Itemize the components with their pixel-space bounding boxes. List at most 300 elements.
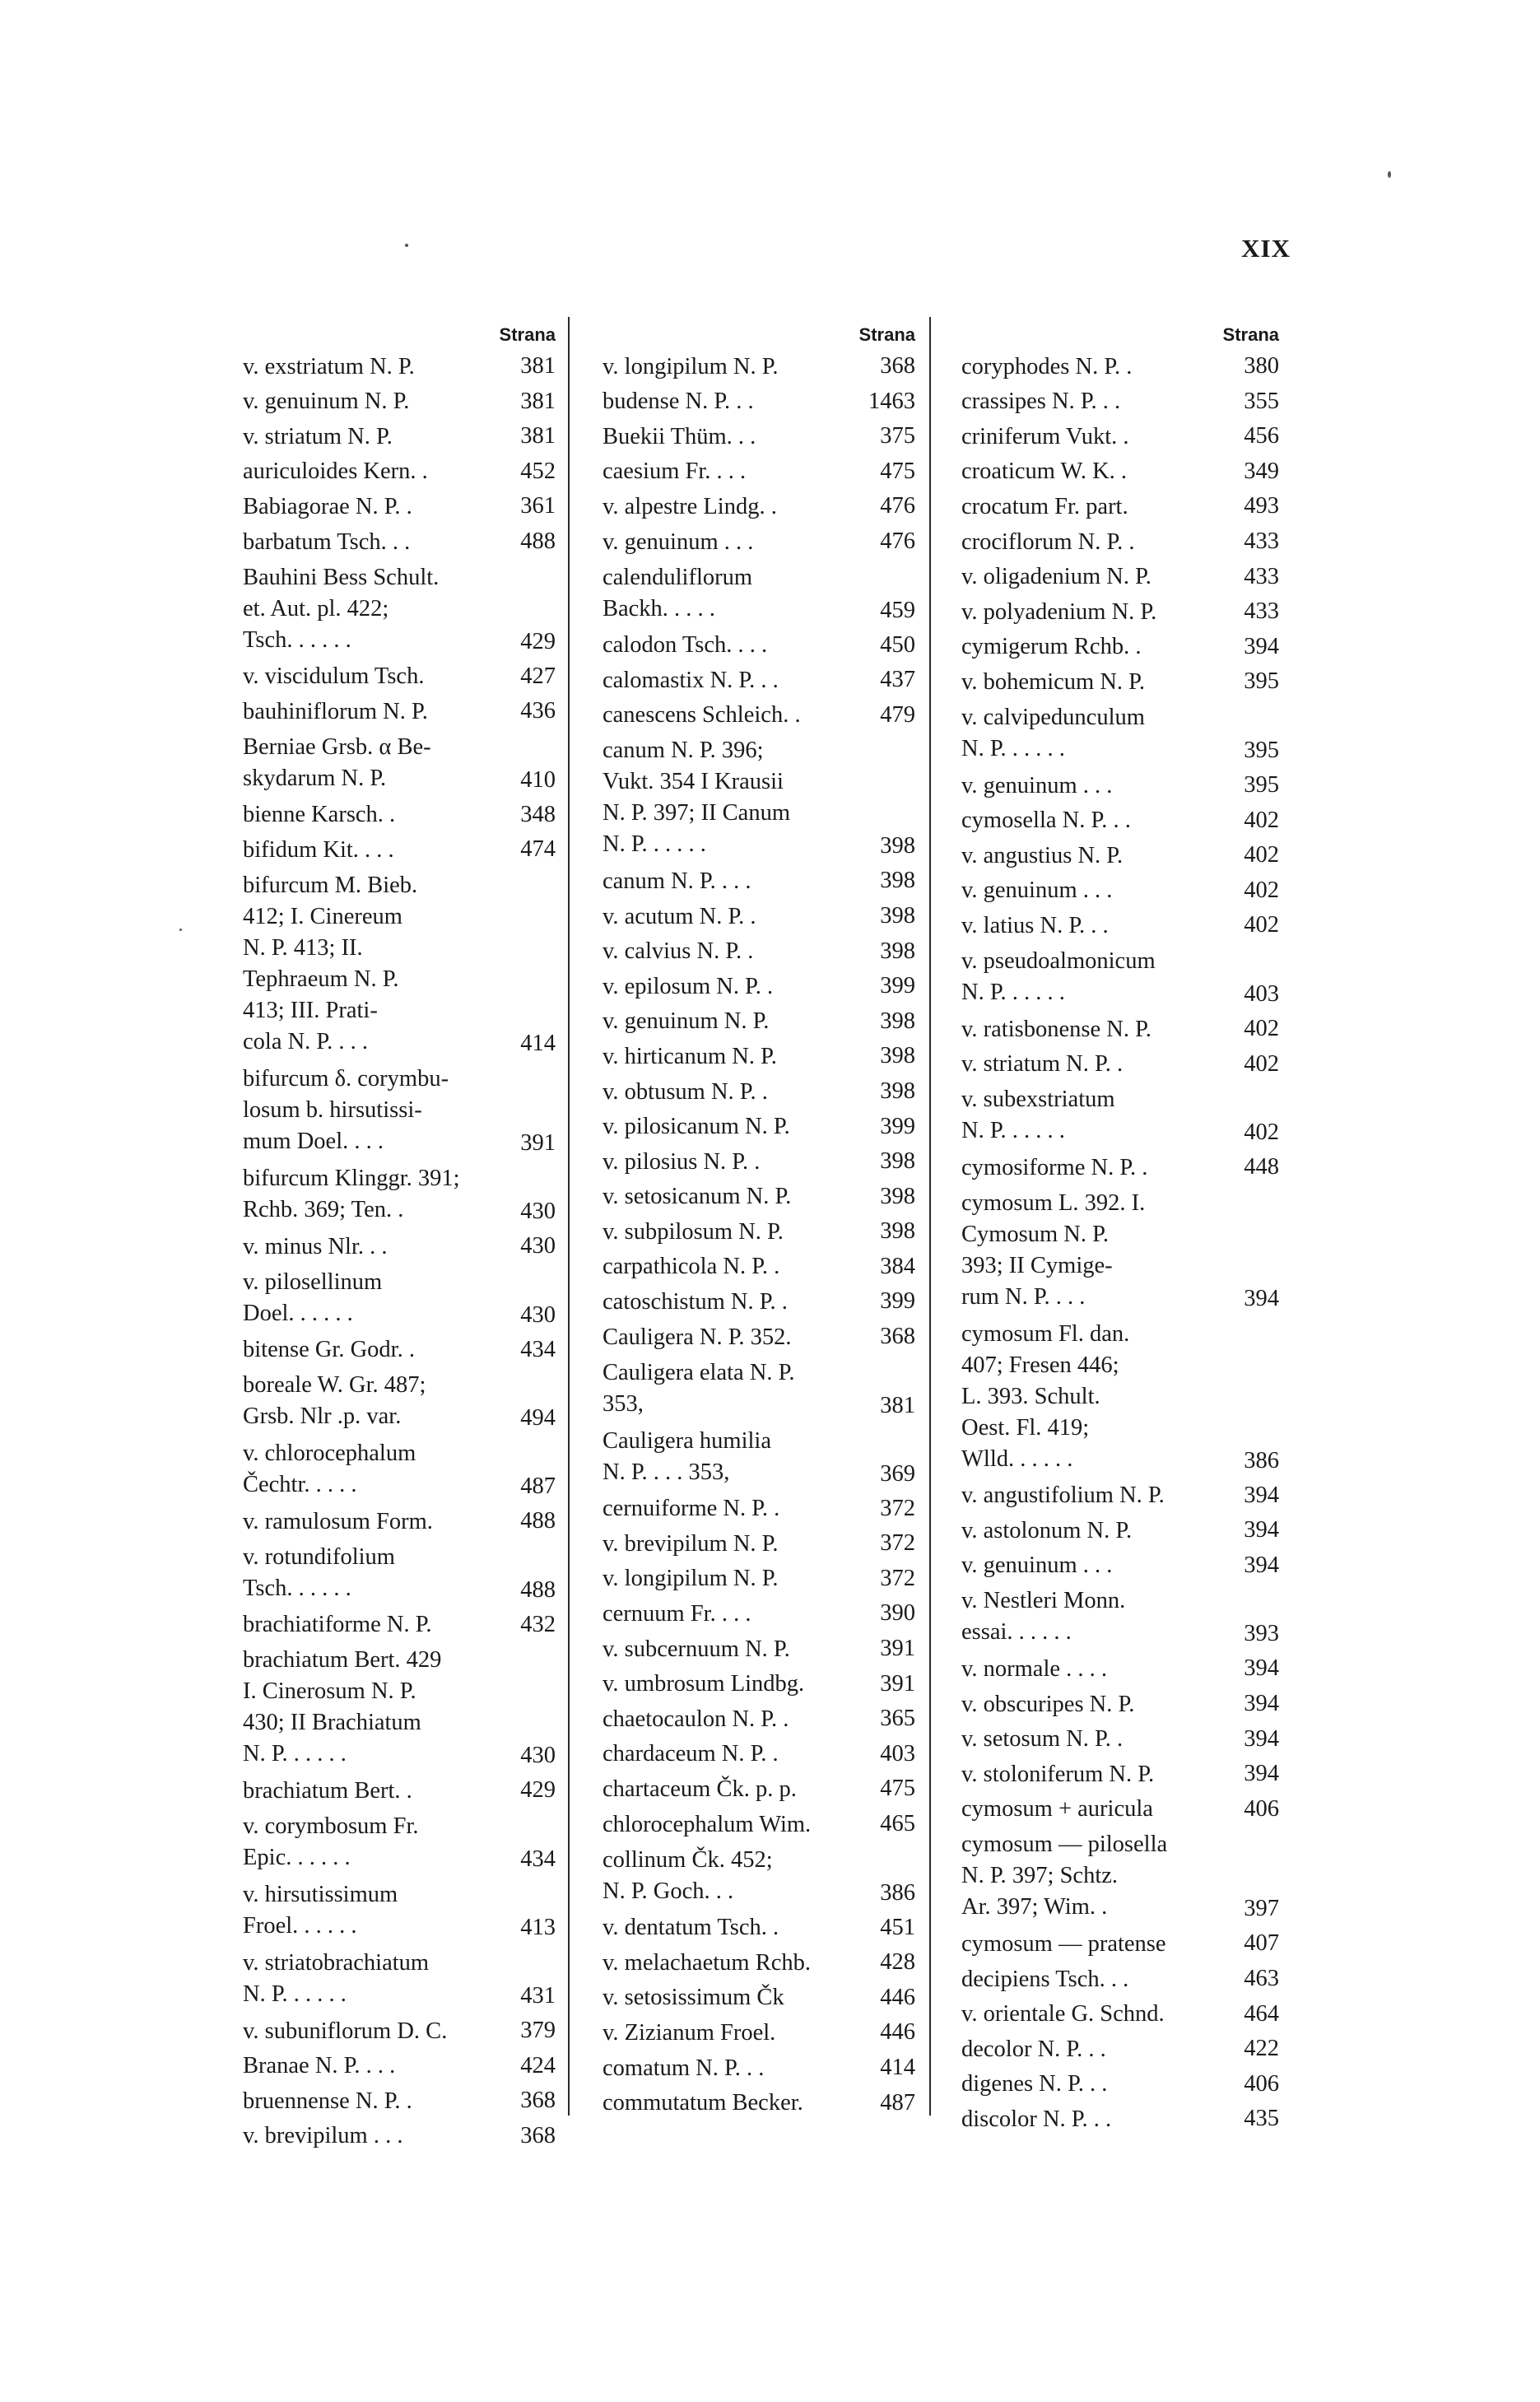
index-entry (603, 1945, 915, 1981)
entry-term: brachiatum Bert. 429 I. Cinerosum N. P. 430; II Brachiatum N. P. . . . . . (243, 1647, 442, 1767)
entry-page-number: 394 (1244, 1691, 1279, 1717)
index-entry (243, 1504, 556, 1539)
entry-term: v. longipilum N. P. (603, 353, 779, 379)
index-entry (603, 1771, 915, 1807)
page-number: XIX (1241, 234, 1291, 263)
entry-page-number: 430 (520, 1301, 556, 1328)
index-entry (961, 630, 1279, 665)
index-entry (603, 1144, 915, 1180)
index-entry (243, 1264, 556, 1333)
index-entry (243, 1808, 556, 1877)
index-entry (961, 768, 1279, 803)
entry-term: v. pilosellinum Doel. . . . . . (243, 1268, 383, 1326)
index-entry (603, 1807, 915, 1842)
entry-page-number: 394 (1244, 1517, 1279, 1543)
entry-term: v. subpilosum N. P. (603, 1218, 784, 1245)
index-entry (603, 1562, 915, 1597)
index-entry (243, 454, 556, 490)
index-column-3 (961, 321, 1279, 2137)
entry-page-number: 381 (520, 353, 556, 379)
entry-term: brachiatiforme N. P. (243, 1612, 432, 1638)
entry-page-number: 1463 (868, 388, 915, 414)
entry-page-number: 394 (1244, 1761, 1279, 1787)
index-column-1 (243, 321, 556, 2153)
entry-term: v. genuinum . . . (603, 528, 754, 555)
entry-page-number: 368 (880, 353, 915, 379)
entry-term: v. genuinum . . . (961, 772, 1113, 798)
entry-page-number: 381 (520, 423, 556, 449)
entry-term: v. subcernuum N. P. (603, 1636, 790, 1662)
index-entry (243, 384, 556, 420)
entry-term: v. pseudoalmonicum N. P. . . . . . (961, 947, 1156, 1005)
entry-term: v. normale . . . . (961, 1656, 1108, 1683)
entry-page-number: 402 (1244, 807, 1279, 833)
index-entry (603, 1284, 915, 1320)
entry-page-number: 380 (1244, 353, 1279, 379)
entry-term: v. hirticanum N. P. (603, 1043, 777, 1069)
entry-page-number: 403 (880, 1740, 915, 1767)
index-entry (961, 838, 1279, 873)
index-entry (603, 1039, 915, 1074)
entry-page-number: 368 (880, 1324, 915, 1350)
entry-term: boreale W. Gr. 487; Grsb. Nlr .p. var. (243, 1372, 426, 1430)
index-entry (961, 1792, 1279, 1827)
entry-term: v. longipilum N. P. (603, 1566, 779, 1592)
column-divider (568, 317, 570, 2116)
entry-term: cymosella N. P. . . (961, 808, 1131, 834)
entry-term: bruennense N. P. . (243, 2088, 412, 2114)
entry-term: v. ramulosum Form. (243, 1508, 433, 1534)
entry-term: cymosum + auricula (961, 1796, 1153, 1822)
entry-page-number: 393 (1244, 1621, 1279, 1647)
entry-page-number: 463 (1244, 1966, 1279, 1992)
index-entry (961, 1651, 1279, 1687)
index-entry (603, 349, 915, 384)
index-entry (243, 868, 556, 1061)
index-entry (603, 1526, 915, 1562)
entry-page-number: 488 (520, 1576, 556, 1603)
index-entry (961, 1962, 1279, 1997)
entry-page-number: 430 (520, 1232, 556, 1259)
entry-term: v. angustifolium N. P. (961, 1483, 1165, 1509)
entry-page-number: 479 (880, 701, 915, 728)
entry-term: bitense Gr. Godr. . (243, 1337, 415, 1363)
entry-page-number: 394 (1244, 633, 1279, 659)
index-entry (243, 659, 556, 695)
entry-term: chartaceum Čk. p. p. (603, 1776, 797, 1802)
entry-term: v. setosum N. P. . (961, 1726, 1124, 1753)
entry-term: v. obtusum N. P. . (603, 1078, 768, 1105)
entry-term: Berniae Grsb. α Be- skydarum N. P. (243, 733, 431, 791)
entry-term: v. orientale G. Schnd. (961, 2001, 1165, 2027)
index-entry (603, 524, 915, 560)
column-header: Strana (499, 324, 556, 345)
index-entry (243, 2119, 556, 2154)
index-entry (603, 864, 915, 899)
entry-term: decolor N. P. . . (961, 2036, 1106, 2062)
index-entry (243, 1367, 556, 1436)
index-entry (603, 1632, 915, 1667)
entry-page-number: 381 (880, 1392, 915, 1418)
index-entry (603, 969, 915, 1004)
column-divider (929, 317, 931, 2116)
entry-page-number: 391 (520, 1129, 556, 1156)
index-entry (243, 2013, 556, 2049)
entry-term: brachiatum Bert. . (243, 1777, 412, 1804)
entry-term: carpathicola N. P. . (603, 1254, 780, 1280)
index-entry (243, 1877, 556, 1945)
entry-term: criniferum Vukt. . (961, 423, 1129, 449)
entry-term: calomastix N. P. . . (603, 667, 779, 693)
entry-page-number: 428 (880, 1949, 915, 1976)
index-entry (961, 1827, 1279, 1926)
index-entry (961, 1047, 1279, 1082)
index-entry (961, 2102, 1279, 2137)
index-entry (603, 560, 915, 628)
entry-page-number: 487 (520, 1473, 556, 1500)
index-entry (243, 1642, 556, 1773)
entry-term: v. acutum N. P. . (603, 903, 756, 929)
entry-page-number: 391 (880, 1670, 915, 1697)
entry-term: catoschistum N. P. . (603, 1289, 788, 1315)
entry-page-number: 399 (880, 1113, 915, 1139)
entry-page-number: 427 (520, 663, 556, 689)
index-entry (961, 1687, 1279, 1722)
entry-page-number: 365 (880, 1706, 915, 1732)
index-entry (243, 1608, 556, 1643)
entry-page-number: 451 (880, 1914, 915, 1940)
entry-page-number: 369 (880, 1460, 915, 1487)
entry-term: v. angustius N. P. (961, 842, 1124, 868)
entry-page-number: 394 (1244, 1285, 1279, 1311)
entry-term: v. rotundifolium Tsch. . . . . . (243, 1543, 395, 1601)
entry-list (603, 349, 915, 2120)
entry-page-number: 398 (880, 1078, 915, 1104)
entry-term: v. obscuripes N. P. (961, 1691, 1135, 1717)
entry-page-number: 398 (880, 1218, 915, 1245)
entry-page-number: 448 (1244, 1154, 1279, 1180)
index-entry (243, 2049, 556, 2084)
entry-term: v. setosicanum N. P. (603, 1184, 792, 1210)
entry-term: bifurcum δ. corymbu- losum b. hirsutissi- mum Doel. . . . (243, 1065, 449, 1154)
index-entry (961, 2032, 1279, 2067)
index-entry (961, 943, 1279, 1012)
index-entry (603, 1074, 915, 1110)
entry-term: v. ratisbonense N. P. (961, 1016, 1152, 1042)
entry-term: v. corymbosum Fr. Epic. . . . . . (243, 1813, 419, 1870)
index-entry (603, 1180, 915, 1215)
entry-term: crociflorum N. P. . (961, 528, 1135, 555)
entry-term: digenes N. P. . . (961, 2071, 1108, 2097)
entry-page-number: 395 (1244, 668, 1279, 695)
index-entry (961, 1757, 1279, 1792)
entry-term: croaticum W. K. . (961, 459, 1128, 485)
index-entry (603, 733, 915, 864)
entry-page-number: 414 (520, 1030, 556, 1056)
index-entry (603, 1911, 915, 1946)
entry-page-number: 398 (880, 1183, 915, 1209)
entry-page-number: 402 (1244, 842, 1279, 868)
entry-page-number: 476 (880, 528, 915, 554)
entry-term: budense N. P. . . (603, 389, 754, 415)
index-entry (243, 729, 556, 798)
entry-page-number: 446 (880, 1984, 915, 2010)
index-entry (243, 1161, 556, 1229)
index-column-2 (603, 321, 915, 2120)
column-header: Strana (858, 324, 915, 345)
index-entry (243, 1945, 556, 2013)
index-entry (243, 349, 556, 384)
entry-page-number: 355 (1244, 388, 1279, 414)
index-entry (603, 899, 915, 934)
entry-page-number: 464 (1244, 2000, 1279, 2027)
entry-term: cernuiforme N. P. . (603, 1496, 780, 1522)
entry-page-number: 402 (1244, 1050, 1279, 1077)
entry-term: chlorocephalum Wim. (603, 1811, 812, 1837)
index-entry (243, 1333, 556, 1368)
entry-term: auriculoides Kern. . (243, 459, 428, 485)
index-entry (961, 908, 1279, 943)
index-entry (603, 1596, 915, 1632)
entry-term: cernuum Fr. . . . (603, 1601, 751, 1627)
entry-term: cymosum Fl. dan. 407; Fresen 446; L. 393. Schult. Oest. Fl. 419; Wlld. . . . . . (961, 1320, 1130, 1472)
index-entry (961, 419, 1279, 454)
index-entry (961, 873, 1279, 909)
index-entry (961, 1150, 1279, 1185)
entry-term: v. striatum N. P. (243, 423, 393, 449)
index-entry (243, 489, 556, 524)
entry-term: v. hirsutissimum Froel. . . . . . (243, 1881, 398, 1939)
entry-page-number: 368 (520, 2122, 556, 2148)
index-entry (243, 1061, 556, 1161)
column-header: Strana (1222, 324, 1279, 345)
entry-term: v. melachaetum Rchb. (603, 1949, 811, 1976)
index-entry (603, 454, 915, 490)
entry-term: cymosum — pilosella N. P. 397; Schtz. Ar. 397; Wim. . (961, 1832, 1168, 1920)
index-entry (603, 1701, 915, 1737)
index-entry (961, 1997, 1279, 2032)
entry-page-number: 361 (520, 493, 556, 519)
entry-term: bifurcum M. Bieb. 412; I. Cinereum N. P. 413; II. Tephraeum N. P. 413; III. Prati- cola N. P. . . . (243, 872, 418, 1054)
entry-term: v. striatum N. P. . (961, 1051, 1124, 1078)
index-entry (603, 934, 915, 970)
entry-term: bifurcum Klinggr. 391; Rchb. 369; Ten. . (243, 1165, 460, 1222)
index-entry (603, 2051, 915, 2086)
entry-page-number: 395 (1244, 771, 1279, 798)
entry-page-number: 349 (1244, 458, 1279, 484)
entry-page-number: 487 (880, 2089, 915, 2116)
entry-page-number: 398 (880, 833, 915, 859)
entry-page-number: 431 (520, 1982, 556, 2009)
entry-page-number: 435 (1244, 2106, 1279, 2132)
index-entry (603, 1250, 915, 1285)
entry-term: Buekii Thüm. . . (603, 423, 756, 449)
entry-page-number: 434 (520, 1336, 556, 1362)
entry-page-number: 406 (1244, 1795, 1279, 1822)
entry-term: chardaceum N. P. . (603, 1741, 779, 1767)
entry-term: comatum N. P. . . (603, 2055, 765, 2081)
entry-term: canum N. P. 396; Vukt. 354 I Krausii N. P. 397; II Canum N. P. . . . . . (603, 738, 790, 858)
entry-term: v. latius N. P. . . (961, 912, 1109, 938)
entry-page-number: 429 (520, 1777, 556, 1804)
entry-page-number: 398 (880, 1043, 915, 1069)
index-entry (603, 663, 915, 698)
entry-page-number: 493 (1244, 493, 1279, 519)
entry-page-number: 390 (880, 1600, 915, 1627)
entry-term: v. genuinum . . . (961, 877, 1113, 904)
index-entry (961, 594, 1279, 630)
index-entry (961, 1926, 1279, 1962)
index-entry (961, 700, 1279, 768)
entry-list (961, 349, 1279, 2137)
entry-term: v. alpestre Lindg. . (603, 493, 777, 519)
entry-page-number: 402 (1244, 877, 1279, 903)
entry-term: commutatum Becker. (603, 2090, 803, 2116)
entry-page-number: 398 (880, 868, 915, 894)
print-speck (179, 929, 182, 931)
entry-term: cymigerum Rchb. . (961, 634, 1142, 660)
entry-term: bifidum Kit. . . . (243, 836, 394, 863)
entry-term: v. Zizianum Froel. (603, 2019, 776, 2046)
entry-page-number: 424 (520, 2052, 556, 2078)
index-entry (961, 1185, 1279, 1316)
index-entry (961, 664, 1279, 700)
entry-term: v. umbrosum Lindbg. (603, 1671, 805, 1697)
entry-page-number: 403 (1244, 980, 1279, 1007)
index-entry (603, 1355, 915, 1423)
entry-term: Cauligera N. P. 352. (603, 1324, 792, 1350)
entry-page-number: 433 (1244, 563, 1279, 589)
entry-page-number: 402 (1244, 912, 1279, 938)
index-entry (603, 1737, 915, 1772)
entry-term: v. astolonum N. P. (961, 1517, 1133, 1543)
entry-term: v. calvipedunculum N. P. . . . . . (961, 704, 1145, 761)
entry-page-number: 394 (1244, 1482, 1279, 1508)
entry-term: decipiens Tsch. . . (961, 1966, 1129, 1992)
index-entry (961, 1513, 1279, 1548)
entry-page-number: 372 (880, 1565, 915, 1591)
index-entry (603, 1667, 915, 1702)
entry-page-number: 413 (520, 1914, 556, 1940)
entry-term: v. calvius N. P. . (603, 938, 754, 965)
entry-term: v. viscidulum Tsch. (243, 663, 425, 690)
entry-page-number: 422 (1244, 2036, 1279, 2062)
entry-term: calodon Tsch. . . . (603, 632, 768, 659)
index-entry (961, 524, 1279, 560)
entry-term: v. pilosius N. P. . (603, 1148, 761, 1175)
entry-page-number: 386 (880, 1879, 915, 1906)
entry-term: v. bohemicum N. P. (961, 668, 1145, 695)
index-entry (243, 524, 556, 560)
entry-page-number: 391 (880, 1636, 915, 1662)
index-entry (243, 798, 556, 833)
entry-term: v. minus Nlr. . . (243, 1233, 388, 1259)
index-entry (961, 1012, 1279, 1047)
entry-page-number: 406 (1244, 2070, 1279, 2097)
entry-page-number: 475 (880, 1776, 915, 1802)
entry-term: v. brevipilum N. P. (603, 1530, 779, 1557)
index-entry (603, 1320, 915, 1355)
entry-term: Babiagorae N. P. . (243, 493, 412, 519)
entry-page-number: 386 (1244, 1447, 1279, 1473)
entry-page-number: 375 (880, 423, 915, 449)
entry-page-number: 437 (880, 667, 915, 693)
index-entry (603, 698, 915, 733)
entry-term: crocatum Fr. part. (961, 493, 1128, 519)
entry-page-number: 474 (520, 836, 556, 863)
index-entry (603, 1423, 915, 1492)
entry-term: caesium Fr. . . . (603, 459, 747, 485)
index-entry (243, 560, 556, 659)
entry-page-number: 368 (520, 2088, 556, 2114)
index-entry (961, 384, 1279, 420)
entry-term: v. epilosum N. P. . (603, 973, 774, 999)
entry-page-number: 379 (520, 2017, 556, 2043)
index-entry (961, 2067, 1279, 2102)
entry-term: Cauligera humilia N. P. . . . 353, (603, 1427, 771, 1485)
entry-page-number: 394 (1244, 1552, 1279, 1578)
entry-term: v. striatobrachiatum N. P. . . . . . (243, 1949, 430, 2007)
entry-term: Cauligera elata N. P. 353, (603, 1359, 795, 1417)
entry-page-number: 384 (880, 1253, 915, 1279)
entry-page-number: 432 (520, 1611, 556, 1637)
entry-term: v. subexstriatum N. P. . . . . . (961, 1087, 1115, 1144)
entry-term: discolor N. P. . . (961, 2106, 1112, 2132)
index-entry (243, 832, 556, 868)
entry-page-number: 434 (520, 1846, 556, 1872)
entry-term: v. Nestleri Monn. essai. . . . . . (961, 1588, 1126, 1646)
entry-term: v. genuinum . . . (961, 1552, 1113, 1579)
index-entry (603, 628, 915, 663)
entry-page-number: 433 (1244, 598, 1279, 625)
entry-page-number: 450 (880, 631, 915, 658)
entry-term: Bauhini Bess Schult. et. Aut. pl. 422; Tsch. . . . . . (243, 564, 440, 653)
index-entry (243, 1229, 556, 1264)
entry-term: v. subuniflorum D. C. (243, 2018, 448, 2044)
entry-term: bienne Karsch. . (243, 802, 396, 828)
index-entry (603, 1842, 915, 1911)
entry-page-number: 465 (880, 1811, 915, 1836)
index-entry (961, 1548, 1279, 1584)
entry-page-number: 372 (880, 1530, 915, 1557)
index-entry (961, 803, 1279, 839)
print-speck (405, 244, 408, 247)
entry-term: v. genuinum N. P. (243, 389, 410, 415)
entry-term: crassipes N. P. . . (961, 389, 1121, 415)
index-entry (603, 1214, 915, 1250)
index-entry (243, 694, 556, 729)
index-entry (243, 1773, 556, 1808)
entry-term: chaetocaulon N. P. . (603, 1706, 789, 1732)
entry-page-number: 381 (520, 388, 556, 414)
entry-term: v. genuinum N. P. (603, 1008, 770, 1035)
index-entry (961, 1316, 1279, 1478)
index-entry (961, 1722, 1279, 1757)
entry-page-number: 395 (1244, 737, 1279, 763)
index-entry (961, 1583, 1279, 1651)
index-entry (961, 1478, 1279, 1514)
entry-page-number: 407 (1244, 1930, 1279, 1957)
index-entry (243, 1539, 556, 1608)
entry-page-number: 456 (1244, 423, 1279, 449)
entry-page-number: 446 (880, 2019, 915, 2046)
entry-page-number: 429 (520, 628, 556, 654)
entry-page-number: 494 (520, 1405, 556, 1431)
entry-term: v. chlorocephalum Čechtr. . . . . (243, 1441, 416, 1498)
entry-term: v. brevipilum . . . (243, 2123, 403, 2149)
index-entry (603, 489, 915, 524)
index-entry (603, 2086, 915, 2121)
